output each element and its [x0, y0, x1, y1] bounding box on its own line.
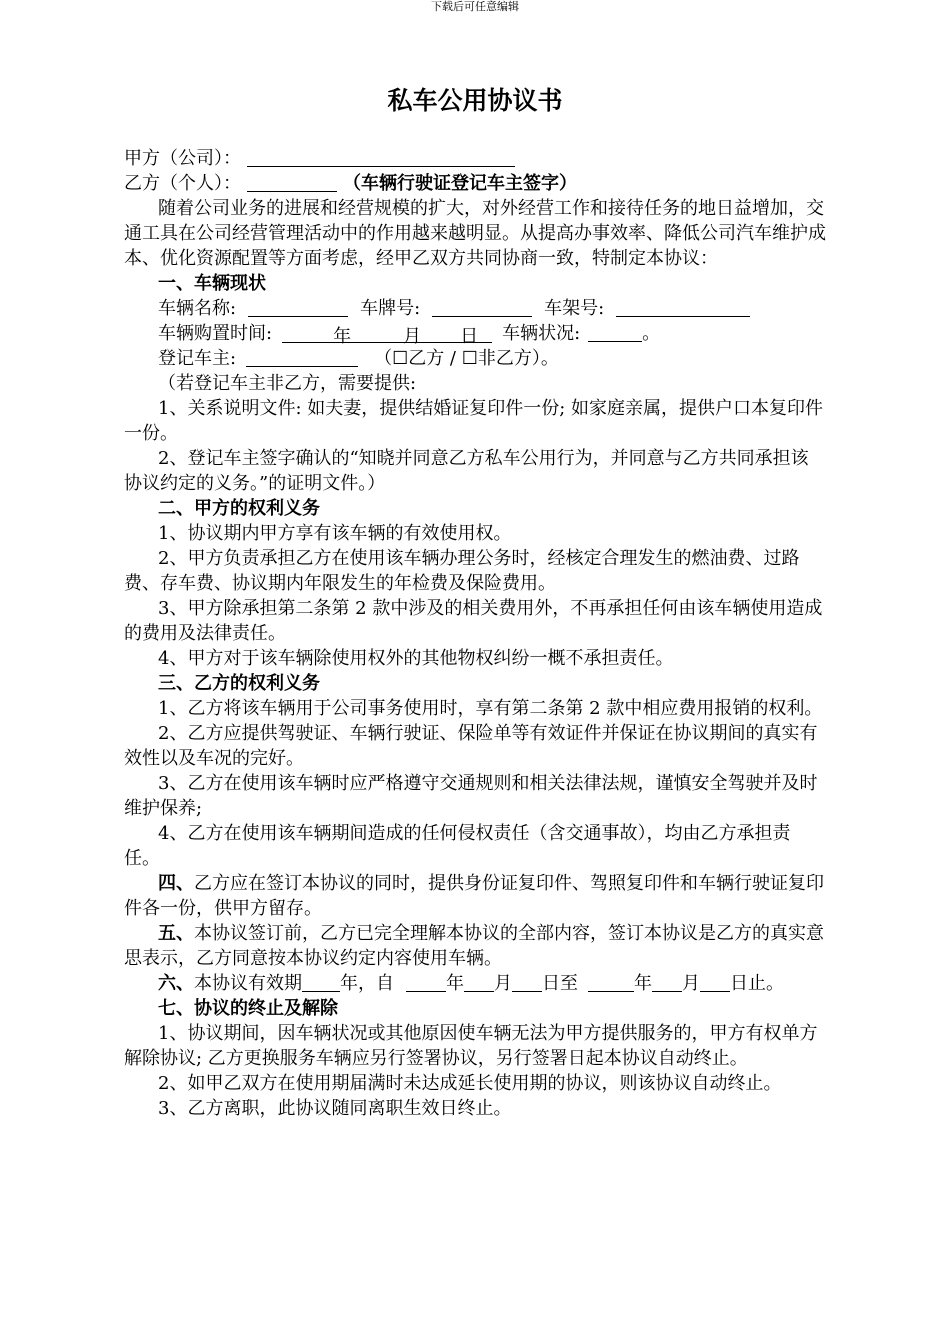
intro-paragraph: 随着公司业务的进展和经营规模的扩大，对外经营工作和接待任务的地日益增加，交通工具在公司经营管理活动中的作用越来越明显。从提高办事效率、降低公司汽车维护成本、优化资源配置等方面考虑，经甲乙双方共同协商一致，特制定本协议： — [124, 198, 826, 269]
purchase-date-blank[interactable] — [282, 324, 492, 347]
header-note: 下载后可任意编辑 — [431, 0, 519, 13]
purchase-line — [124, 321, 826, 346]
term-label: 本协议有效期 — [194, 973, 302, 994]
owner-options[interactable]: （☐乙方 / ☐非乙方）。 — [374, 348, 559, 369]
start-month-blank[interactable] — [464, 973, 494, 992]
owner-note-intro: （若登记车主非乙方，需要提供: — [158, 373, 417, 394]
start-day-blank[interactable] — [512, 973, 542, 992]
vehicle-name-blank[interactable] — [248, 298, 348, 317]
party-b-label: 乙方（个人）： — [124, 173, 241, 194]
section-6-paragraph — [124, 971, 826, 996]
section-5-heading: 五、 — [158, 923, 194, 944]
plate-label: 车牌号: — [360, 298, 421, 319]
section-1-heading: 一、车辆现状 — [158, 273, 266, 294]
section-7-heading: 七、协议的终止及解除 — [158, 998, 338, 1019]
owner-label: 登记车主: — [158, 348, 237, 369]
section-7-item: 3、乙方离职，此协议随同离职生效日终止。 — [158, 1098, 512, 1119]
vehicle-name-label: 车辆名称: — [158, 298, 237, 319]
section-3-item: 1、乙方将该车辆用于公司事务使用时，享有第二条第 2 款中相应费用报销的权利。 — [158, 698, 823, 719]
document-title: 私车公用协议书 — [387, 86, 563, 115]
frame-blank[interactable] — [616, 298, 750, 317]
start-year-label: 年 — [446, 973, 464, 994]
party-b-note: （车辆行驶证登记车主签字） — [343, 173, 577, 194]
section-2-heading: 二、甲方的权利义务 — [158, 498, 320, 519]
day-label: 日 — [460, 326, 479, 347]
section-2-item: 4、甲方对于该车辆除使用权外的其他物权纠纷一概不承担责任。 — [158, 648, 674, 669]
section-5-text: 本协议签订前，乙方已完全理解本协议的全部内容，签订本协议是乙方的真实意思表示，乙方同意按本协议约定内容使用车辆。 — [124, 923, 824, 969]
condition-blank[interactable] — [588, 323, 642, 342]
condition-label: 车辆状况: — [502, 323, 581, 344]
party-a-blank[interactable] — [247, 148, 515, 167]
to-label: 日至 — [542, 973, 578, 994]
from-label: 年，自 — [340, 973, 394, 994]
end-year-blank[interactable] — [588, 973, 634, 992]
section-3-item: 4、乙方在使用该车辆期间造成的任何侵权责任（含交通事故），均由乙方承担责任。 — [124, 823, 791, 869]
section-4-heading: 四、 — [158, 873, 194, 894]
owner-line — [124, 346, 826, 371]
condition-end: 。 — [642, 323, 661, 344]
plate-blank[interactable] — [432, 298, 532, 317]
section-7-item: 1、协议期间，因车辆状况或其他原因使车辆无法为甲方提供服务的，甲方有权单方解除协议; 乙方更换服务车辆应另行签署协议，另行签署日起本协议自动终止。 — [124, 1023, 818, 1069]
end-day-label: 日止。 — [730, 973, 784, 994]
end-month-label: 月 — [682, 973, 700, 994]
term-years-blank[interactable] — [302, 973, 340, 992]
start-month-label: 月 — [494, 973, 512, 994]
section-3-item: 3、乙方在使用该车辆时应严格遵守交通规则和相关法律法规，谨慎安全驾驶并及时维护保养; — [124, 773, 818, 819]
section-5-paragraph — [124, 921, 826, 971]
party-b-blank[interactable] — [247, 173, 337, 192]
section-6-heading: 六、 — [158, 973, 194, 994]
owner-blank[interactable] — [246, 348, 358, 367]
vehicle-info-line — [124, 296, 826, 321]
end-year-label: 年 — [634, 973, 652, 994]
end-month-blank[interactable] — [652, 973, 682, 992]
section-3-heading: 三、乙方的权利义务 — [158, 673, 320, 694]
section-4-text: 乙方应在签订本协议的同时，提供身份证复印件、驾照复印件和车辆行驶证复印件各一份，供甲方留存。 — [124, 873, 824, 919]
year-label: 年 — [333, 326, 352, 347]
party-a-label: 甲方（公司）： — [124, 148, 241, 169]
end-day-blank[interactable] — [700, 973, 730, 992]
section-4-paragraph — [124, 871, 826, 921]
party-a-line — [124, 146, 826, 171]
month-label: 月 — [403, 326, 422, 347]
owner-note-1: 1、关系说明文件: 如夫妻，提供结婚证复印件一份; 如家庭亲属，提供户口本复印件一份。 — [124, 398, 824, 444]
start-year-blank[interactable] — [406, 973, 446, 992]
frame-label: 车架号: — [544, 298, 605, 319]
section-2-item: 3、甲方除承担第二条第 2 款中涉及的相关费用外，不再承担任何由该车辆使用造成的费用及法律责任。 — [124, 598, 823, 644]
section-3-item: 2、乙方应提供驾驶证、车辆行驶证、保险单等有效证件并保证在协议期间的真实有效性以及车况的完好。 — [124, 723, 818, 769]
document-body — [124, 146, 826, 1121]
owner-note-2: 2、登记车主签字确认的“知晓并同意乙方私车公用行为，并同意与乙方共同承担该协议约定的义务。”的证明文件。） — [124, 448, 809, 494]
party-b-line — [124, 171, 826, 196]
purchase-time-label: 车辆购置时间: — [158, 323, 273, 344]
section-7-item: 2、如甲乙双方在使用期届满时未达成延长使用期的协议，则该协议自动终止。 — [158, 1073, 782, 1094]
section-2-item: 2、甲方负责承担乙方在使用该车辆办理公务时，经核定合理发生的燃油费、过路费、存车费、协议期内年限发生的年检费及保险费用。 — [124, 548, 800, 594]
section-2-item: 1、协议期内甲方享有该车辆的有效使用权。 — [158, 523, 512, 544]
